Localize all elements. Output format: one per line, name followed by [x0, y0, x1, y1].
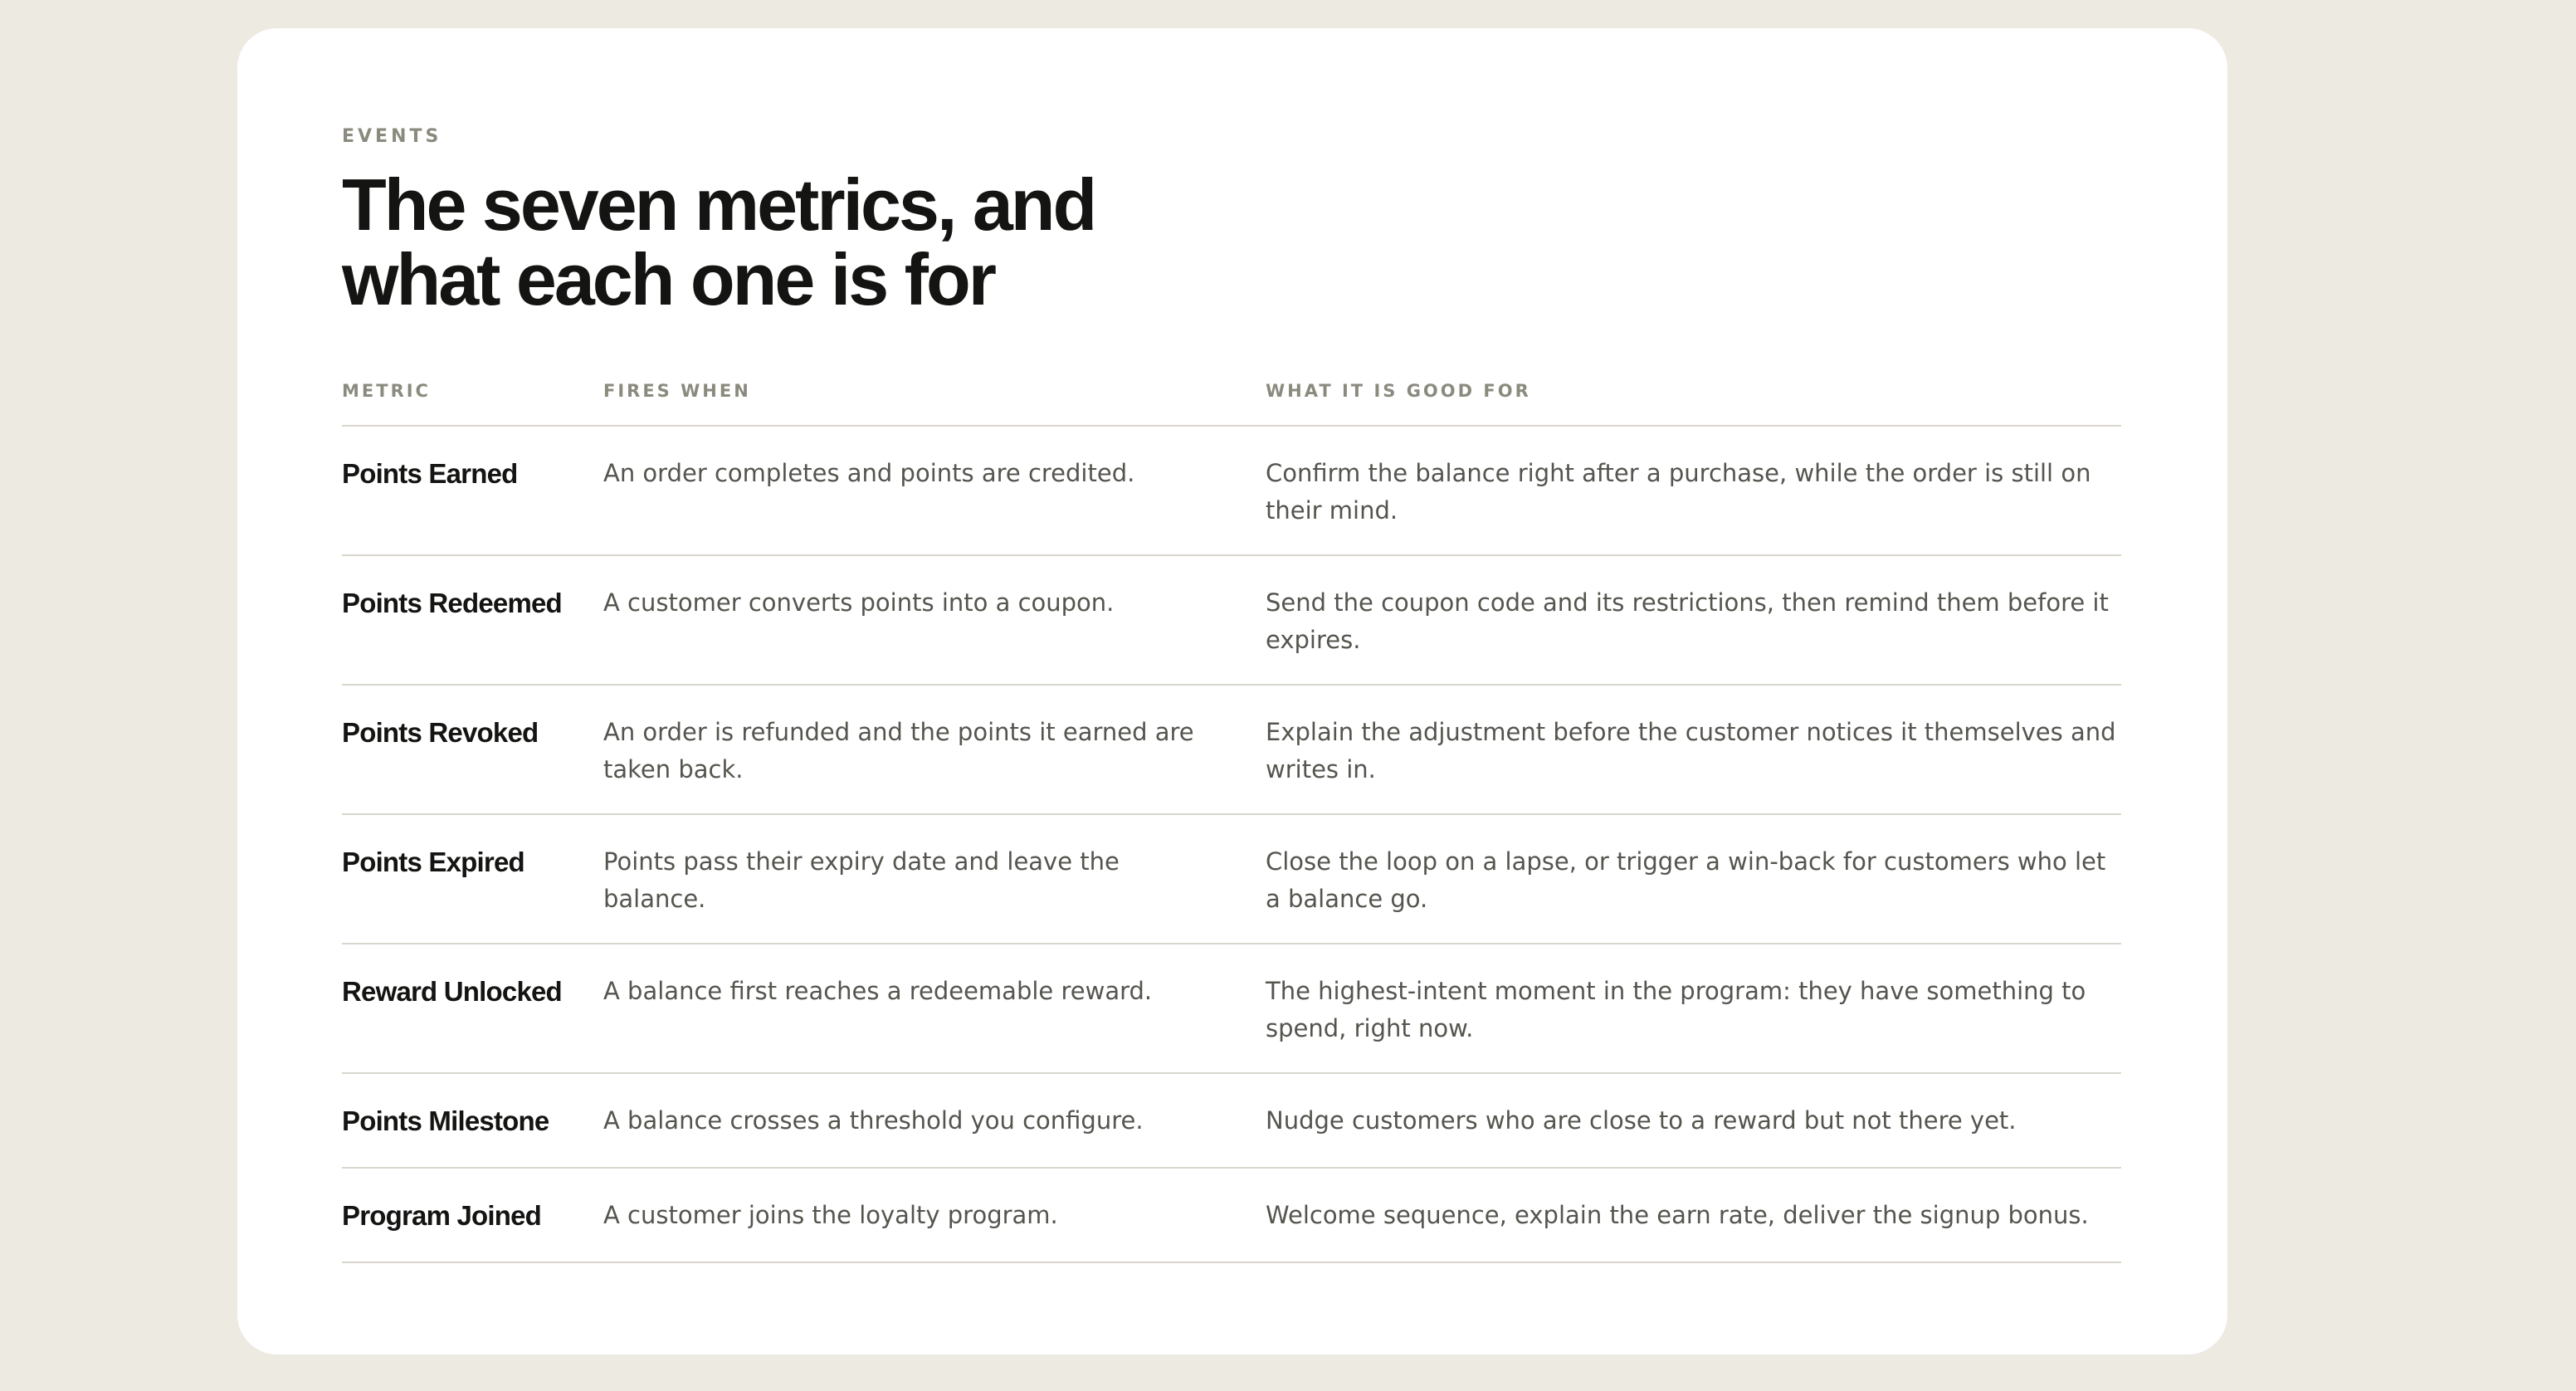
metric-name: Points Milestone: [342, 1105, 549, 1136]
column-header-good-for: WHAT IT IS GOOD FOR: [1266, 381, 1531, 401]
good-for-cell: The highest-intent moment in the program: they have something to spend, right now.: [1266, 977, 2086, 1042]
table-row: [342, 686, 2121, 815]
metric-name: Points Expired: [342, 847, 524, 877]
good-for-cell: Send the coupon code and its restrictions, then remind them before it expires.: [1266, 588, 2109, 654]
fires-when-cell: A customer converts points into a coupon.: [603, 588, 1115, 617]
table-header: [342, 380, 2121, 427]
fires-when-cell: A customer joins the loyalty program.: [603, 1201, 1058, 1229]
metric-name: Program Joined: [342, 1200, 542, 1231]
table-row: [342, 556, 2121, 686]
section-title: The seven metrics, and what each one is for: [342, 164, 1095, 320]
metric-name: Reward Unlocked: [342, 976, 562, 1007]
fires-when-cell: An order is refunded and the points it earned are taken back.: [603, 718, 1194, 783]
metrics-table: [342, 380, 2121, 1263]
section-eyebrow: EVENTS: [342, 126, 442, 147]
events-card: [237, 28, 2227, 1354]
table-row: [342, 815, 2121, 944]
good-for-cell: Close the loop on a lapse, or trigger a win-back for customers who let a balance go.: [1266, 847, 2106, 913]
fires-when-cell: A balance first reaches a redeemable reward.: [603, 977, 1153, 1005]
good-for-cell: Explain the adjustment before the customer notices it themselves and writes in.: [1266, 718, 2116, 783]
column-header-fires-when: FIRES WHEN: [603, 381, 751, 401]
table-row: [342, 1074, 2121, 1169]
fires-when-cell: Points pass their expiry date and leave the balance.: [603, 847, 1120, 913]
metric-name: Points Earned: [342, 458, 518, 489]
good-for-cell: Nudge customers who are close to a reward but not there yet.: [1266, 1106, 2017, 1135]
table-row: [342, 427, 2121, 556]
fires-when-cell: An order completes and points are credited.: [603, 459, 1135, 487]
column-header-metric: METRIC: [342, 381, 431, 401]
fires-when-cell: A balance crosses a threshold you configure.: [603, 1106, 1144, 1135]
metric-name: Points Redeemed: [342, 588, 562, 618]
table-row: [342, 1169, 2121, 1263]
good-for-cell: Welcome sequence, explain the earn rate, deliver the signup bonus.: [1266, 1201, 2089, 1229]
metric-name: Points Revoked: [342, 717, 539, 748]
good-for-cell: Confirm the balance right after a purchase, while the order is still on their mind.: [1266, 459, 2091, 525]
table-row: [342, 944, 2121, 1074]
